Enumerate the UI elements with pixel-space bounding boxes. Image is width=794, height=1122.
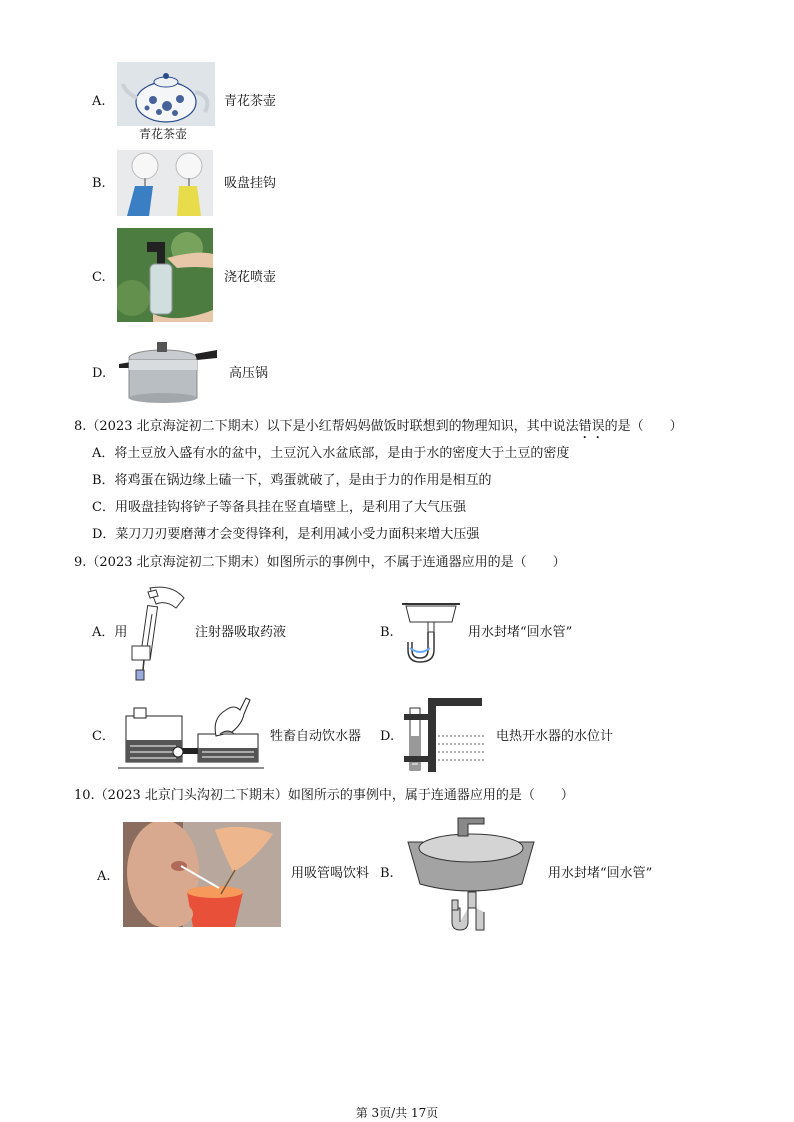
livestock-waterer-image [116, 690, 266, 774]
q7-option-b-letter: B. [92, 176, 106, 191]
q9-stem: 9.（2023 北京海淀初二下期末）如图所示的事例中，不属于连通器应用的是（ ） [74, 555, 566, 570]
q9-option-a-letter: A．用 [92, 625, 128, 640]
q8-option-b: B．将鸡蛋在锅边缘上磕一下，鸡蛋就破了，是由于力的作用是相互的 [92, 473, 492, 488]
sink-trap-image [400, 600, 464, 664]
q9-option-d-letter: D. [380, 729, 395, 744]
q8-stem-prefix: 8.（2023 北京海淀初二下期末）以下是小红帮妈妈做饭时联想到的物理知识，其中说法 [74, 419, 579, 434]
q9-option-b-label: 用水封堵“回水管” [468, 625, 573, 640]
teapot-image [117, 62, 215, 126]
q10-option-b-letter: B. [380, 866, 394, 881]
q8-stem-suffix: 的是（ ） [604, 419, 683, 434]
page-footer: 第 3页/共 17页 [355, 1106, 439, 1120]
q8-stem-emphasis: 错误 [578, 419, 605, 434]
q10-option-b-label: 用水封堵“回水管” [548, 866, 653, 881]
q8-option-a: A．将土豆放入盛有水的盆中，土豆沉入水盆底部，是由于水的密度大于土豆的密度 [92, 446, 570, 461]
q7-option-b-label: 吸盘挂钩 [224, 176, 277, 191]
q9-option-d-label: 电热开水器的水位计 [496, 729, 614, 744]
q8-option-c: C．用吸盘挂钩将铲子等备具挂在竖直墙壁上，是利用了大气压强 [92, 500, 466, 515]
q9-option-c-letter: C． [92, 729, 115, 744]
q9-option-a-label: 注射器吸取药液 [195, 625, 287, 640]
q7-option-d-label: 高压锅 [229, 366, 269, 381]
q7-option-c-label: 浇花喷壶 [224, 270, 277, 285]
suction-hook-image [117, 150, 213, 216]
syringe-image [126, 584, 188, 684]
q10-stem: 10.（2023 北京门头沟初二下期末）如图所示的事例中，属于连通器应用的是（ ） [74, 788, 574, 803]
q8-stem [74, 419, 683, 442]
drinking-straw-image [123, 822, 281, 927]
q7-option-a-letter: A. [92, 94, 106, 109]
q10-option-a-letter: A. [97, 869, 111, 884]
pressure-cooker-image [117, 336, 221, 404]
teapot-caption: 青花茶壶 [139, 127, 188, 141]
q8-option-d: D．菜刀刀刃要磨薄才会变得锋利，是利用减小受力面积来增大压强 [92, 527, 480, 542]
q7-option-d-letter: D. [92, 366, 107, 381]
q9-option-c-label: 牲畜自动饮水器 [270, 729, 362, 744]
q10-option-a-label: 用吸管喝饮料 [291, 866, 370, 881]
q7-option-c-letter: C. [92, 270, 106, 285]
q9-option-b-letter: B. [380, 625, 394, 640]
spray-bottle-image [117, 228, 213, 322]
q7-option-a-label: 青花茶壶 [224, 94, 277, 109]
sink-with-trap-image [402, 812, 540, 934]
water-level-gauge-image [398, 694, 488, 776]
